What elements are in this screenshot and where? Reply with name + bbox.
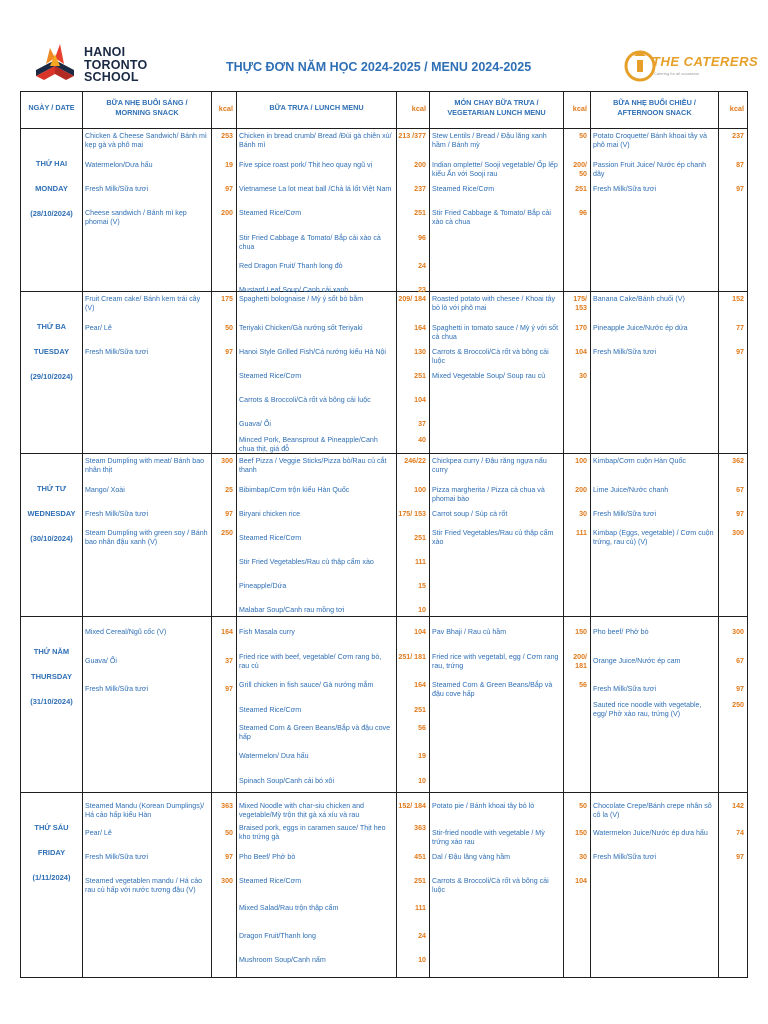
kcal-value: 251 [414,877,426,885]
menu-item: Mushroom Soup/Canh nấm [239,956,326,964]
header-kcal [564,92,591,129]
kcal-value: 97 [736,185,744,193]
day-name-en: FRIDAY [37,848,66,857]
kcal-value: 24 [418,932,426,940]
school-name-line: TORONTO [84,57,148,72]
morning-cell [83,617,212,793]
header-kcal [719,92,748,129]
menu-item: Five spice roast pork/ Thịt heo quay ngũ vị [239,161,373,169]
kcal-value: 10 [418,606,426,614]
kcal-value: 19 [225,161,233,169]
kcal-value: 50 [579,802,587,810]
kcal-value: 251 [575,185,587,193]
header-lunch-label: BỮA TRƯA / LUNCH MENU [269,103,364,112]
kcal-value: 97 [225,348,233,356]
morning-cell [83,454,212,617]
veg-cell [430,292,564,454]
menu-item: Watermelon/Dưa hấu [85,161,153,169]
kcal-value: 97 [736,853,744,861]
menu-item: Stir Fried Vegetables/Rau củ thập cẩm xào [239,558,374,566]
kcal-value: 246/22 [404,457,426,465]
header-line: BỮA NHẸ BUỔI CHIỀU / [613,98,696,107]
morning-kcal-cell [212,454,237,617]
menu-item: Stir Fried Cabbage & Tomato/ Bắp cải xào cà chua [239,234,381,251]
kcal-value: 97 [225,185,233,193]
menu-item: Beef Pizza / Veggie Sticks/Pizza bò/Rau củ cắt thanh [239,457,387,474]
kcal-value: 111 [414,904,426,912]
menu-item: Pizza margherita / Pizza cà chua và phomai bào [432,486,545,503]
day-name-vn: THỨ SÁU [34,823,69,832]
kcal-value: 50 [225,829,233,837]
kcal-value: 150 [575,829,587,837]
menu-item: Steamed Rice/Cơm [239,209,302,217]
morning-cell [83,793,212,978]
kcal-value: 15 [418,582,426,590]
kcal-value: 363 [221,802,233,810]
menu-item: Steamed Rice/Cơm [239,372,302,380]
kcal-value: 200 [575,486,587,494]
kcal-value: 251 [414,372,426,380]
menu-item: Steam Dumpling with meat/ Bánh bao nhân thịt [85,457,205,474]
kcal-value: 100 [575,457,587,465]
kcal-value: 175/ 153 [398,510,426,518]
school-name-line: SCHOOL [84,70,139,84]
day-date: (28/10/2024) [30,209,73,218]
kcal-value: 104 [414,628,426,636]
header-morning-label [83,92,211,118]
menu-item: Potato pie / Bánh khoai tây bỏ lò [432,802,535,810]
day-date: (1/11/2024) [32,873,71,882]
kcal-value: 451 [414,853,426,861]
veg-kcal-cell [564,617,591,793]
kcal-value: 97 [225,853,233,861]
school-logo-icon [32,42,78,84]
kcal-value: 251 [414,209,426,217]
day-name-vn: THỨ BA [36,322,67,331]
kcal-value: 200 [414,161,426,169]
kcal-value: 200/ 50 [573,161,587,178]
day-cell [21,793,83,978]
menu-item: Stir Fried Vegetables/Rau củ thập cẩm xào [432,529,554,546]
morning-cell [83,292,212,454]
menu-item: Steamed Mandu (Korean Dumplings)/ Há cảo hấp kiểu Hàn [85,802,205,819]
kcal-value: 200 [221,209,233,217]
menu-item: Spaghetti in tomato sauce / Mỳ ý với sốt cà chua [432,324,559,341]
menu-item: Lime Juice/Nước chanh [593,486,669,494]
menu-item: Potato Croquette/ Bánh khoai tây và phô mai (V) [593,132,707,149]
lunch-cell [237,617,397,793]
menu-item: Carrots & Broccoli/Cà rốt và bông cải luộc [432,877,549,894]
menu-item: Stir-fried noodle with vegetable / Mỳ trứng xào rau [432,829,545,846]
kcal-value: 10 [418,956,426,964]
day-row [21,454,748,617]
header-lunch [237,92,397,129]
kcal-value: 100 [414,486,426,494]
menu-item: Fresh Milk/Sữa tươi [593,510,657,518]
kcal-value: 164 [414,324,426,332]
lunch-kcal-cell [397,129,430,292]
menu-item: Fruit Cream cake/ Bánh kem trái cây (V) [85,295,201,312]
menu-item: Kimbap/Cơm cuộn Hàn Quốc [593,457,686,465]
header-kcal [212,92,237,129]
kcal-value: 300 [732,628,744,636]
kcal-value: 87 [736,161,744,169]
header-kcal-label: kcal [218,104,233,113]
day-row [21,129,748,292]
day-name-vn: THỨ HAI [35,159,68,168]
menu-item: Steamed Rice/Cơm [239,706,302,714]
menu-item: Fresh Milk/Sữa tươi [85,685,149,693]
kcal-value: 175/ 153 [573,295,587,312]
kcal-value: 97 [225,510,233,518]
menu-item: Steamed vegetablen mandu / Há cảo rau củ hấp với nước tương đậu (V) [85,877,203,894]
menu-item: Steamed Rice/Cơm [239,534,302,542]
header-morning [83,92,212,129]
kcal-value: 253 [221,132,233,140]
veg-kcal-cell [564,793,591,978]
kcal-value: 30 [579,853,587,861]
menu-item: Pineapple/Dứa [239,582,287,590]
afternoon-kcal-cell [719,454,748,617]
kcal-value: 363 [414,824,426,832]
header-date [21,92,83,129]
header-date-label: NGÀY / DATE [28,103,75,112]
header-afternoon [591,92,719,129]
menu-item: Steamed Rice/Cơm [432,185,495,193]
kcal-value: 164 [414,681,426,689]
table-header-row [21,92,748,129]
header-kcal-label: kcal [729,104,744,113]
menu-item: Stew Lentils / Bread / Đậu lăng xanh hầm / Bánh mỳ [432,132,547,149]
menu-item: Mixed Cereal/Ngũ cốc (V) [85,628,167,636]
header-line: AFTERNOON SNACK [617,108,692,117]
kcal-value: 77 [736,324,744,332]
header-line: VEGETARIAN LUNCH MENU [447,108,546,117]
kcal-value: 300 [732,529,744,537]
menu-item: Fresh Milk/Sữa tươi [593,853,657,861]
day-date: (30/10/2024) [30,534,73,543]
menu-item: Pav Bhaji / Rau củ hầm [432,628,507,636]
morning-kcal-cell [212,129,237,292]
day-name-vn: THỨ NĂM [33,647,70,656]
kcal-value: 104 [575,348,587,356]
kcal-value: 104 [414,396,426,404]
afternoon-cell [591,292,719,454]
kcal-value: 19 [418,752,426,760]
lunch-cell [237,129,397,292]
menu-item: Carrots & Broccoli/Cà rốt và bông cải luộc [239,396,371,404]
day-cell [21,454,83,617]
kcal-value: 67 [736,486,744,494]
menu-item: Chicken & Cheese Sandwich/ Bánh mì kẹp gà và phô mai [85,132,207,149]
kcal-value: 237 [732,132,744,140]
header-kcal-label: kcal [572,104,587,113]
kcal-value: 152/ 184 [398,802,426,810]
kcal-value: 250 [221,529,233,537]
kcal-value: 170 [575,324,587,332]
kcal-value: 152 [732,295,744,303]
menu-item: Steam Dumpling with green soy / Bánh bao nhân đậu xanh (V) [85,529,208,546]
veg-cell [430,617,564,793]
day-name-vn: THỨ TƯ [36,484,67,493]
day-date: (31/10/2024) [30,697,73,706]
day-row [21,617,748,793]
afternoon-cell [591,617,719,793]
menu-item: Sauted rice noodle with vegetable, egg/ Phở xào rau, trứng (V) [593,701,702,718]
morning-kcal-cell [212,292,237,454]
day-name-en: WEDNESDAY [27,509,76,518]
menu-item: Steamed Rice/Cơm [239,877,302,885]
kcal-value: 213 /377 [398,132,426,140]
day-cell [21,292,83,454]
kcal-value: 56 [579,681,587,689]
lunch-cell [237,292,397,454]
header-veg [430,92,564,129]
kcal-value: 96 [418,234,426,242]
morning-kcal-cell [212,793,237,978]
kcal-value: 10 [418,777,426,785]
kcal-value: 50 [579,132,587,140]
menu-item: Carrot soup / Súp cà rốt [432,510,508,518]
menu-item: Biryani chicken rice [239,510,301,518]
menu-item: Fresh Milk/Sữa tươi [593,348,657,356]
veg-cell [430,129,564,292]
menu-item: Mango/ Xoài [85,486,125,494]
kcal-value: 30 [579,372,587,380]
afternoon-cell [591,454,719,617]
kcal-value: 111 [414,558,426,566]
menu-item: Grill chicken in fish sauce/ Gà nướng mắm [239,681,374,689]
header-kcal-label: kcal [411,104,426,113]
kcal-value: 37 [418,420,426,428]
menu-item: Minced Pork, Beansprout & Pineapple/Canh chua thịt, giá đỗ [239,436,378,453]
header-line: BỮA NHẸ BUỔI SÁNG / [106,98,188,107]
menu-item: Indian omplette/ Sooji vegetable/ Ốp lếp kiểu Ấn với Sooji rau [432,161,558,178]
kcal-value: 40 [418,436,426,444]
page-header [0,0,768,90]
menu-item: Braised pork, eggs in caramen sauce/ Thịt heo kho trứng gà [239,824,386,841]
lunch-cell [237,454,397,617]
day-row [21,292,748,454]
kcal-value: 200/ 181 [573,653,587,670]
lunch-kcal-cell [397,292,430,454]
school-name-line: HANOI [84,45,126,59]
lunch-kcal-cell [397,793,430,978]
kcal-value: 30 [579,510,587,518]
menu-item: Dragon Fruit/Thanh long [239,932,316,940]
kcal-value: 175 [221,295,233,303]
menu-item: Passion Fruit Juice/ Nước ép chanh dây [593,161,707,178]
menu-item: Dal / Đậu lăng vàng hầm [432,853,511,861]
lunch-kcal-cell [397,454,430,617]
kcal-value: 97 [736,685,744,693]
menu-item: Chicken in bread crumb/ Bread /Đùi gà chiên xù/ Bánh mì [239,132,392,149]
menu-item: Watermelon Juice/Nước ép dưa hấu [593,829,708,837]
kcal-value: 23 [418,286,426,294]
header-kcal [397,92,430,129]
menu-item: Kimbap (Eggs, vegetable) / Cơm cuộn trứng, rau củ) (V) [593,529,714,546]
kcal-value: 300 [221,457,233,465]
kcal-value: 362 [732,457,744,465]
kcal-value: 56 [418,724,426,732]
menu-item: Red Dragon Fruit/ Thanh long đỏ [239,262,343,270]
day-name-en: MONDAY [35,184,68,193]
menu-item: Fried rice with vegetabl, egg / Cơm rang rau, trứng [432,653,559,670]
veg-kcal-cell [564,292,591,454]
menu-item: Pear/ Lê [85,324,112,332]
kcal-value: 300 [221,877,233,885]
afternoon-kcal-cell [719,793,748,978]
kcal-value: 97 [736,510,744,518]
lunch-cell [237,793,397,978]
menu-item: Hanoi Style Grilled Fish/Cá nướng kiểu Hà Nội [239,348,387,356]
kcal-value: 251 [414,534,426,542]
kcal-value: 251/ 181 [398,653,426,661]
kcal-value: 164 [221,628,233,636]
day-name-en: TUESDAY [33,347,70,356]
menu-item: Mixed Noodle with char-siu chicken and vegetable/Mỳ trộn thịt gà xá xíu và rau [239,802,364,819]
morning-kcal-cell [212,617,237,793]
menu-item: Fresh Milk/Sữa tươi [85,348,149,356]
veg-cell [430,454,564,617]
kcal-value: 250 [732,701,744,709]
kcal-value: 24 [418,262,426,270]
header-line: MORNING SNACK [115,108,179,117]
menu-item: Fresh Milk/Sữa tươi [593,685,657,693]
header-veg-label [430,92,563,118]
morning-cell [83,129,212,292]
page-title: THỰC ĐƠN NĂM HỌC 2024-2025 / MENU 2024-2025 [226,60,532,74]
school-name [84,46,147,84]
kcal-value: 97 [225,685,233,693]
afternoon-cell [591,129,719,292]
header-line: MÓN CHAY BỮA TRƯA / [454,98,539,107]
menu-item: Cheese sandwich / Bánh mì kẹp phomai (V) [85,209,187,226]
menu-item: Fish Masala curry [239,628,295,636]
menu-item: Teriyaki Chicken/Gà nướng sốt Teriyaki [239,324,363,332]
menu-item: Mixed Salad/Rau trộn thập cẩm [239,904,339,912]
afternoon-kcal-cell [719,292,748,454]
kcal-value: 74 [736,829,744,837]
menu-item: Carrots & Broccoli/Cà rốt và bông cải luộc [432,348,549,365]
menu-item: Fried rice with beef, vegetable/ Cơm rang bò, rau củ [239,653,382,670]
menu-item: Orange Juice/Nước ép cam [593,657,681,665]
kcal-value: 142 [732,802,744,810]
menu-item: Guava/ Ổi [239,420,271,428]
menu-item: Malabar Soup/Canh rau mồng tơi [239,606,345,614]
menu-item: Banana Cake/Bánh chuối (V) [593,295,685,303]
kcal-value: 150 [575,628,587,636]
menu-item: Mixed Vegetable Soup/ Soup rau củ [432,372,546,380]
menu-item: Pear/ Lê [85,829,112,837]
menu-item: Chocolate Crepe/Bánh crepe nhân sô cô la (V) [593,802,712,819]
afternoon-kcal-cell [719,129,748,292]
veg-kcal-cell [564,129,591,292]
menu-item: Fresh Milk/Sữa tươi [593,185,657,193]
kcal-value: 37 [225,657,233,665]
menu-item: Mustard Leaf Soup/ Canh cải xanh [239,286,349,294]
veg-cell [430,793,564,978]
kcal-value: 97 [736,348,744,356]
kcal-value: 96 [579,209,587,217]
menu-item: Fresh Milk/Sữa tươi [85,510,149,518]
menu-item: Stir Fried Cabbage & Tomato/ Bắp cải xào cà chua [432,209,551,226]
kcal-value: 67 [736,657,744,665]
menu-item: Pho beef/ Phở bò [593,628,649,636]
menu-item: Vietnamese La lot meat ball /Chả lá lốt Việt Nam [239,185,392,193]
day-cell [21,617,83,793]
menu-item: Guava/ Ổi [85,657,117,665]
kcal-value: 209/ 184 [398,295,426,303]
lunch-kcal-cell [397,617,430,793]
menu-table [20,91,748,978]
kcal-value: 104 [575,877,587,885]
caterers-name: THE CATERERS [652,54,759,69]
kcal-value: 130 [414,348,426,356]
kcal-value: 50 [225,324,233,332]
day-row [21,793,748,978]
menu-item: Pho Beef/ Phở bò [239,853,296,861]
day-name-en: THURSDAY [31,672,72,681]
day-date: (29/10/2024) [30,372,73,381]
kcal-value: 25 [225,486,233,494]
menu-item: Pineapple Juice/Nước ép dứa [593,324,688,332]
menu-item: Watermelon/ Dưa hấu [239,752,309,760]
menu-item: Steamed Corn & Green Beans/Bắp và đậu cove hấp [239,724,391,741]
menu-item: Roasted potato with chesee / Khoai tây bỏ lò với phô mai [432,295,556,312]
menu-item: Chickpea curry / Đậu răng ngựa nấu curry [432,457,547,474]
day-cell [21,129,83,292]
menu-item: Fresh Milk/Sữa tươi [85,185,149,193]
menu-item: Spaghetti bolognaise / Mỳ ý sốt bò bằm [239,295,364,303]
veg-kcal-cell [564,454,591,617]
afternoon-cell [591,793,719,978]
afternoon-kcal-cell [719,617,748,793]
menu-item: Fresh Milk/Sữa tươi [85,853,149,861]
kcal-value: 251 [414,706,426,714]
kcal-value: 111 [575,529,587,537]
caterers-tagline: Catering for all occasions [654,71,699,76]
menu-item: Steamed Corn & Green Beans/Bắp và đậu cove hấp [432,681,553,698]
header-afternoon-label [591,92,718,118]
menu-item: Bibimbap/Cơm trộn kiểu Hàn Quốc [239,486,350,494]
kcal-value: 237 [414,185,426,193]
menu-item: Spinach Soup/Canh cải bó xôi [239,777,335,785]
